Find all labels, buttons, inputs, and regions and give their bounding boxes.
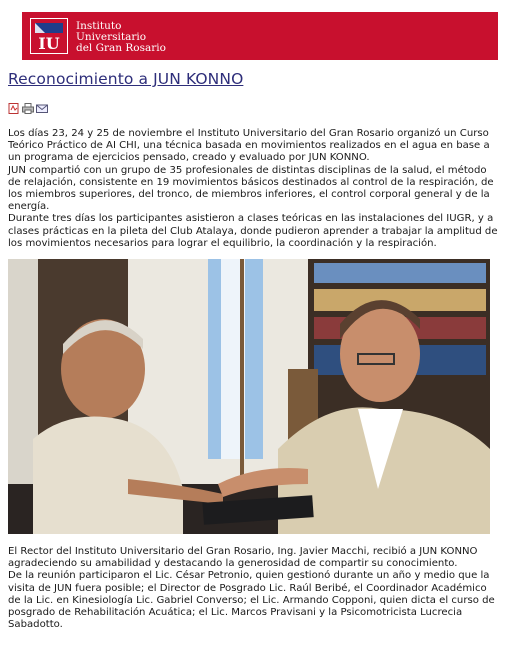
email-icon[interactable] (36, 103, 48, 114)
body-paragraph-1: Los días 23, 24 y 25 de noviembre el Instituto Universitario del Gran Rosario organizó un Curso Teórico Práctico de AI CHI, una técnica basada en movimientos realizados en el agua en base a un programa de ejercicios pensado, creado y evaluado por JUN KONNO. (8, 128, 490, 164)
svg-text:IU: IU (38, 34, 60, 53)
article-actions (8, 103, 48, 114)
institution-logo (30, 18, 68, 54)
caption-paragraph-2: De la reunión participaron el Lic. César Petronio, quien gestionó durante un año y medio que la visita de JUN fuera posible; el Director de Posgrado Lic. Raúl Beribé, el Coordinador Académico de la Lic. en Kinesiología Lic. Gabriel Converso; el Lic. Armando Copponi, quien dicta el curso de posgrado de Rehabilitación Acuática; el Lic. Marcos Pravisani y la Psicomotricista Lucrecia Sabadotto. (8, 570, 495, 631)
institution-name (76, 21, 166, 54)
pdf-icon[interactable] (8, 103, 20, 114)
photo-caption (8, 546, 498, 631)
article-title[interactable]: Reconocimiento a JUN KONNO (8, 70, 244, 88)
institution-name-line-3: del Gran Rosario (76, 42, 166, 54)
caption-paragraph-1: El Rector del Instituto Universitario del Gran Rosario, Ing. Javier Macchi, recibió a JUN KONNO agradeciendo su amabilidad y destacando la generosidad de compartir su conocimiento. (8, 546, 478, 570)
body-paragraph-2: JUN compartió con un grupo de 35 profesionales de distintas disciplinas de la salud, el método de relajación, consistente en 19 movimientos básicos destinados al control de la respiración, de los miembros superiores, del tronco, de miembros inferiores, el control corporal general y de la energía. (8, 164, 494, 213)
institution-name-line-2: Universitario (76, 31, 147, 43)
article-body (8, 128, 498, 250)
institution-name-line-1: Instituto (76, 20, 122, 32)
print-icon[interactable] (22, 103, 34, 114)
body-paragraph-3: Durante tres días los participantes asistieron a clases teóricas en las instalaciones del IUGR, y a clases prácticas en la pileta del Club Atalaya, donde pudieron aprender a trabajar la amplitud de los movimientos necesarios para lograr el equilibrio, la coordinación y la respiración. (8, 213, 498, 249)
event-photo (8, 259, 490, 534)
header-banner (22, 12, 498, 60)
event-photo-illustration (8, 259, 490, 534)
